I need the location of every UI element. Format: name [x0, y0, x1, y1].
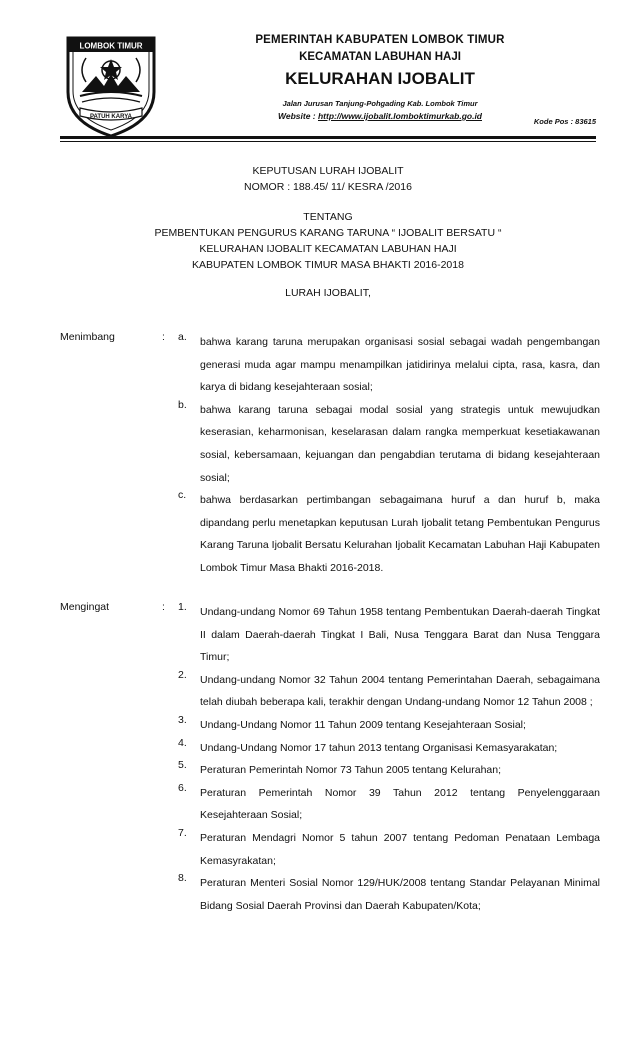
item-marker: b. — [178, 398, 187, 411]
mengingat-item — [178, 759, 600, 782]
menimbang-label: Menimbang — [60, 331, 115, 343]
item-marker: 2. — [178, 668, 187, 681]
postal-code: Kode Pos : 83615 — [533, 117, 596, 126]
mengingat-item — [178, 737, 600, 760]
mengingat-item — [178, 601, 600, 669]
menimbang-colon: : — [162, 331, 165, 343]
item-marker: 5. — [178, 759, 187, 772]
website-link[interactable]: http://www.ijobalit.lomboktimurkab.go.id — [317, 111, 482, 121]
decree-subject-line1: PEMBENTUKAN PENGURUS KARANG TARUNA “ IJOBALIT BERSATU “ — [154, 227, 502, 239]
item-text: bahwa berdasarkan pertimbangan sebagaimana huruf a dan huruf b, maka dipandang perlu menetapkan keputusan Lurah Ijobalit tetang Pembentukan Pengurus Karang Taruna Ijobalit Bersatu Kelurahan Ijobalit Kecamatan Labuhan Haji Kabupaten Lombok Timur Masa Bhakti 2016-2018. — [200, 494, 600, 574]
letterhead-divider-thin — [60, 141, 596, 142]
decree-number: NOMOR : 188.45/ 11/ KESRA /2016 — [244, 181, 412, 193]
letterhead — [0, 0, 638, 142]
mengingat-item — [178, 669, 600, 714]
item-text: Undang-undang Nomor 32 Tahun 2004 tentang Pemerintahan Daerah, sebagaimana telah diubah beberapa kali, terakhir dengan Undang-undang Nomor 12 Tahun 2008 ; — [200, 673, 600, 709]
government-name: PEMERINTAH KABUPATEN LOMBOK TIMUR — [255, 34, 505, 46]
website-label: Website : — [277, 111, 318, 121]
mengingat-item — [178, 782, 600, 827]
mengingat-item — [178, 872, 600, 917]
menimbang-list — [178, 331, 600, 580]
decree-title: KEPUTUSAN LURAH IJOBALIT — [252, 165, 404, 177]
mengingat-item — [178, 714, 600, 737]
item-marker: 3. — [178, 713, 187, 726]
decree-header — [60, 163, 596, 301]
item-marker: 1. — [178, 601, 187, 613]
office-website — [200, 110, 560, 123]
mengingat-item — [178, 827, 600, 872]
letterhead-divider-thick — [60, 136, 596, 139]
item-text: bahwa karang taruna sebagai modal sosial yang strategis untuk mewujudkan keserasian, keharmonisan, keselarasan dalam rangka memperkuat kesetiakawanan sosial, kebersamaan, kejuangan dan pengabdian terutama di bidang kesejahteraan sosial; — [200, 403, 600, 484]
decree-subject-line3: KABUPATEN LOMBOK TIMUR MASA BHAKTI 2016-2018 — [192, 259, 464, 271]
office-address: Jalan Jurusan Tanjung-Pohgading Kab. Lombok Timur — [282, 99, 478, 108]
menimbang-item — [178, 399, 600, 489]
item-text: bahwa karang taruna merupakan organisasi sosial sebagai wadah pengembangan generasi muda agar mampu menampilkan jatidirinya melalui cipta, rasa, kasra, dan karya di bidang kesejahteraan sosial; — [200, 336, 600, 394]
lombok-timur-emblem-icon — [62, 30, 160, 140]
item-text: Undang-Undang Nomor 17 tahun 2013 tentang Organisasi Kemasyarakatan; — [200, 741, 558, 754]
item-text: Peraturan Mendagri Nomor 5 tahun 2007 tentang Pedoman Penataan Lembaga Kemasyrakatan; — [200, 831, 600, 867]
item-marker: 4. — [178, 736, 187, 749]
item-marker: a. — [178, 331, 187, 343]
item-marker: 6. — [178, 781, 187, 794]
item-text: Peraturan Menteri Sosial Nomor 129/HUK/2008 tentang Standar Pelayanan Minimal Bidang Sosial Daerah Provinsi dan Daerah Kabupaten/Kota; — [200, 877, 600, 912]
menimbang-item — [178, 331, 600, 399]
item-marker: c. — [178, 489, 187, 502]
mengingat-list — [178, 601, 600, 917]
item-text: Peraturan Pemerintah Nomor 39 Tahun 2012 tentang Penyelenggaraan Kesejahteraan Sosial; — [200, 786, 600, 822]
item-text: Peraturan Pemerintah Nomor 73 Tahun 2005 tentang Kelurahan; — [200, 764, 502, 777]
decree-tentang: TENTANG — [303, 211, 353, 223]
mengingat-label: Mengingat — [60, 601, 110, 613]
mengingat-colon: : — [162, 601, 165, 613]
item-text: Undang-undang Nomor 69 Tahun 1958 tentang Pembentukan Daerah-daerah Tingkat II dalam Daerah-daerah Tingkat I Bali, Nusa Tenggara Barat dan Nusa Tenggara Timur; — [200, 606, 600, 664]
decree-subject-line2: KELURAHAN IJOBALIT KECAMATAN LABUHAN HAJI — [199, 243, 457, 255]
decree-issuer: LURAH IJOBALIT, — [285, 287, 371, 299]
office-name: KELURAHAN IJOBALIT — [285, 69, 475, 88]
item-text: Undang-Undang Nomor 11 Tahun 2009 tentang Kesejahteraan Sosial; — [200, 718, 526, 731]
district-name: KECAMATAN LABUHAN HAJI — [299, 51, 461, 63]
emblem-banner-text: LOMBOK TIMUR — [79, 41, 143, 51]
emblem-motto-text: PATUH KARYA — [89, 114, 133, 120]
letterhead-text — [200, 32, 560, 123]
menimbang-item — [178, 489, 600, 579]
item-marker: 7. — [178, 826, 187, 839]
item-marker: 8. — [178, 872, 187, 885]
